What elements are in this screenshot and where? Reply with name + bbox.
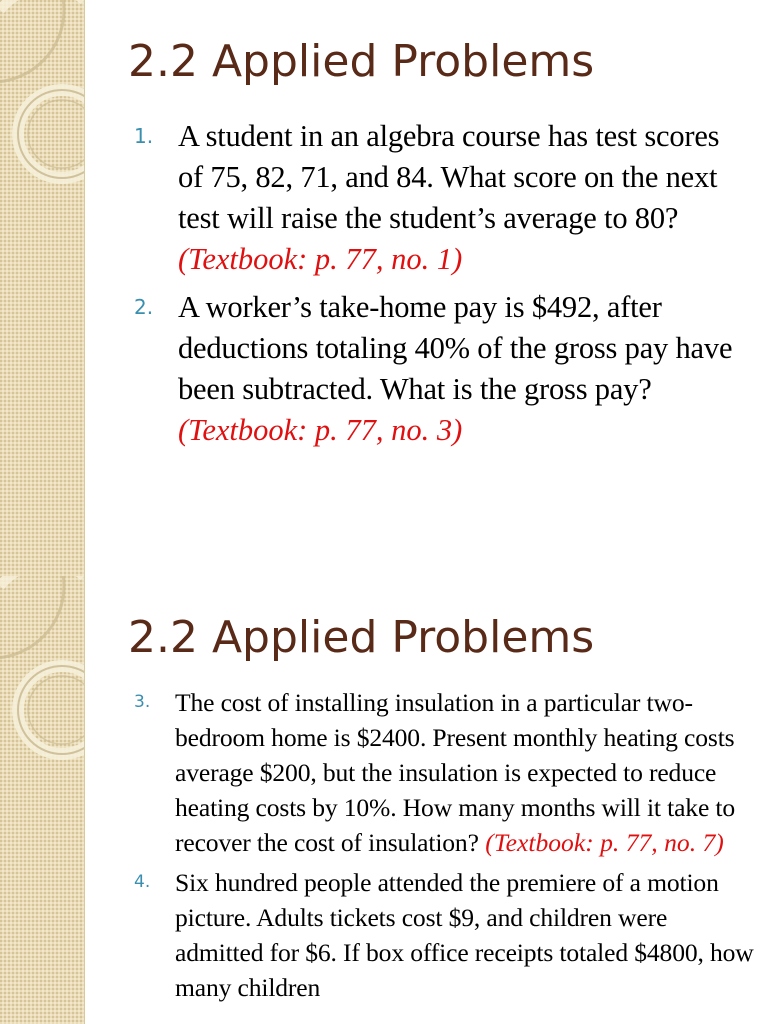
problem-text: A student in an algebra course has test scores of 75, 82, 71, and 84. What score on the next test will raise the student’s average to 80? xyxy=(178,119,720,235)
list-item xyxy=(134,865,754,1005)
item-number: 1. xyxy=(134,124,154,148)
page-title: 2.2 Applied Problems xyxy=(128,36,595,87)
list-item xyxy=(134,685,754,860)
item-number: 4. xyxy=(134,872,151,892)
list-item xyxy=(134,287,734,451)
textbook-reference: (Textbook: p. 77, no. 1) xyxy=(178,242,463,276)
decorative-side-strip xyxy=(0,576,85,1024)
problem-text: Six hundred people attended the premiere of a motion picture. Adults tickets cost $9, and children were admitted for $6. If box office receipts totaled $4800, how many children xyxy=(175,868,754,1002)
problem-text: A worker’s take-home pay is $492, after deductions totaling 40% of the gross pay have been subtracted. What is the gross pay? xyxy=(178,290,733,406)
textbook-reference: (Textbook: p. 77, no. 3) xyxy=(178,413,463,447)
textbook-reference: (Textbook: p. 77, no. 7) xyxy=(485,828,724,857)
problem-text: The cost of installing insulation in a particular two-bedroom home is $2400. Present monthly heating costs average $200, but the insulation is expected to reduce heating costs by 10%. How many months will it take to recover the cost of insulation? xyxy=(175,688,736,857)
decorative-side-strip xyxy=(0,0,85,576)
problem-list xyxy=(134,685,754,1010)
problem-list xyxy=(134,116,734,458)
decorative-rings-icon xyxy=(0,0,84,576)
item-number: 2. xyxy=(134,295,154,319)
slide-2 xyxy=(0,576,768,1024)
decorative-rings-icon xyxy=(0,576,84,1024)
item-number: 3. xyxy=(134,692,151,712)
list-item xyxy=(134,116,734,280)
page-title: 2.2 Applied Problems xyxy=(128,612,595,663)
